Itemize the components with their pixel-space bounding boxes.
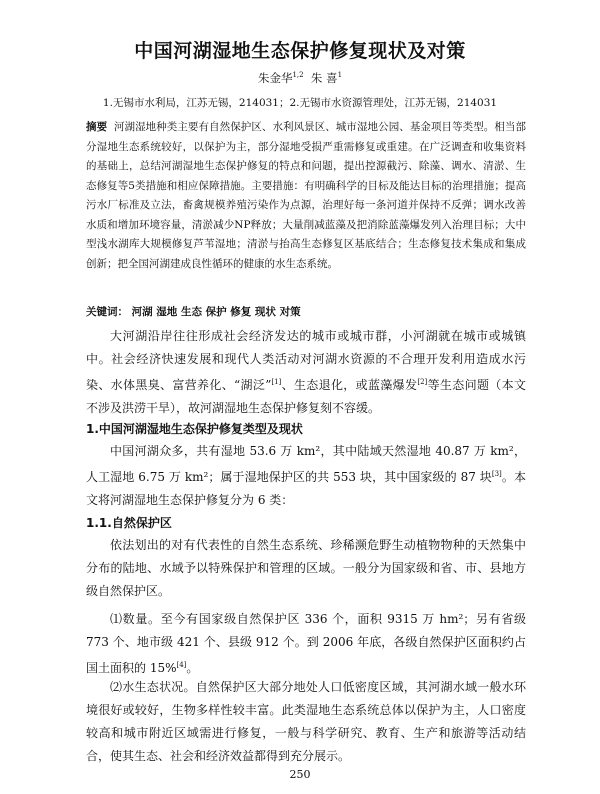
section1-paragraph [86, 440, 526, 512]
author-2-affil: 1 [337, 71, 343, 80]
keywords [86, 304, 526, 319]
keywords-text: 河湖 湿地 生态 保护 修复 现状 对策 [131, 306, 301, 318]
abstract [86, 118, 526, 274]
author-1: 朱金华 [257, 71, 293, 85]
abstract-text: 河湖湿地种类主要有自然保护区、水利风景区、城市湿地公园、基金项目等类型。相当部分湿地生态系统较好，以保护为主，部分湿地受损严重需修复或重建。在广泛调查和收集资料的基础上，总结河湖湿地生态保护修复的特点和问题，提出控源截污、除藻、调水、清淤、生态修复等5类措施和相应保障措施。主要措施：有明确科学的目标及能达目标的治理措施；提高污水厂标准及立法，畜禽规模养殖污染作为点源，治理好每一条河道并保持不反弹；调水改善水质和增加环境容量，清淤减少NP释放；大量削减蓝藻及把消除蓝藻爆发列入治理目标；大中型浅水湖库大规模修复芦苇湿地；清淤与抬高生态修复区基底结合；生态修复技术集成和集成创新；把全国河湖建成良性循环的健康的水生态系统。 [86, 121, 526, 270]
intro-text-end: 等生态问题（本文不涉及洪涝干旱），故河湖湿地生态保护修复刻不容缓。 [86, 378, 526, 415]
affiliation: 1.无锡市水利局，江苏无锡，214031；2.无锡市水资源管理处，江苏无锡，214031 [102, 97, 498, 109]
citation: [4] [176, 661, 187, 669]
citation: [2] [417, 378, 428, 386]
author-1-affil: 1,2 [292, 71, 304, 80]
item-2-paragraph: ⑵水生态状况。自然保护区大部分地处人口低密度区域，其河湖水域一般水环境很好或较好，生物多样性较丰富。此类湿地生态系统总体以保护为主，人口密度较高和城市附近区域需进行修复，一般与科学研究、教育、生产和旅游等活动结合，使其生态、社会和经济效益都得到充分展示。 [86, 680, 526, 763]
intro-text: 大河湖沿岸往往形成社会经济发达的城市或城市群，小河湖就在城市或城镇中。社会经济快速发展和现代人类活动对河湖水资源的不合理开发利用造成水污染、水体黑臭、富营养化、“湖泛” [86, 329, 526, 392]
section1-text: 中国河湖众多，共有湿地 53.6 万 km²，其中陆域天然湿地 40.87 万 km²，人工湿地 6.75 万 km²；属于湿地保护区的共 553 块，其中国家级的 87 块 [86, 444, 526, 484]
keywords-label: 关键词： [86, 306, 128, 318]
intro-text-mid: 、生态退化，或蓝藻爆发 [281, 378, 418, 392]
section11-paragraph: 依法划出的对有代表性的自然生态系统、珍稀濒危野生动植物物种的天然集中分布的陆地、水域予以特殊保护和管理的区域。一般分为国家级和省、市、县地方级自然保护区。 [86, 538, 526, 598]
author-line [0, 70, 600, 86]
section-heading-1: 1.中国河湖湿地生态保护修复类型及现状 [86, 422, 303, 436]
abstract-label: 摘要 [86, 121, 108, 133]
item-1-paragraph [86, 608, 526, 680]
section1-text-end: 。本文将河湖湿地生态保护修复分为 6 类： [86, 470, 526, 507]
citation: [1] [271, 378, 282, 386]
author-2: 朱 喜 [310, 71, 338, 85]
paper-title: 中国河湖湿地生态保护修复现状及对策 [134, 40, 466, 62]
intro-paragraph [86, 325, 526, 420]
item-1-text-end: 。 [186, 661, 199, 675]
page-number: 250 [289, 768, 311, 781]
section-heading-1-1: 1.1.自然保护区 [86, 516, 172, 530]
item-1-text: ⑴数量。至今有国家级自然保护区 336 个，面积 9315 万 hm²；另有省级 773 个、地市级 421 个、县级 912 个。到 2006 年底，各级自然保护区面积约占国土面积的 15% [86, 612, 526, 675]
citation: [3] [491, 470, 502, 478]
